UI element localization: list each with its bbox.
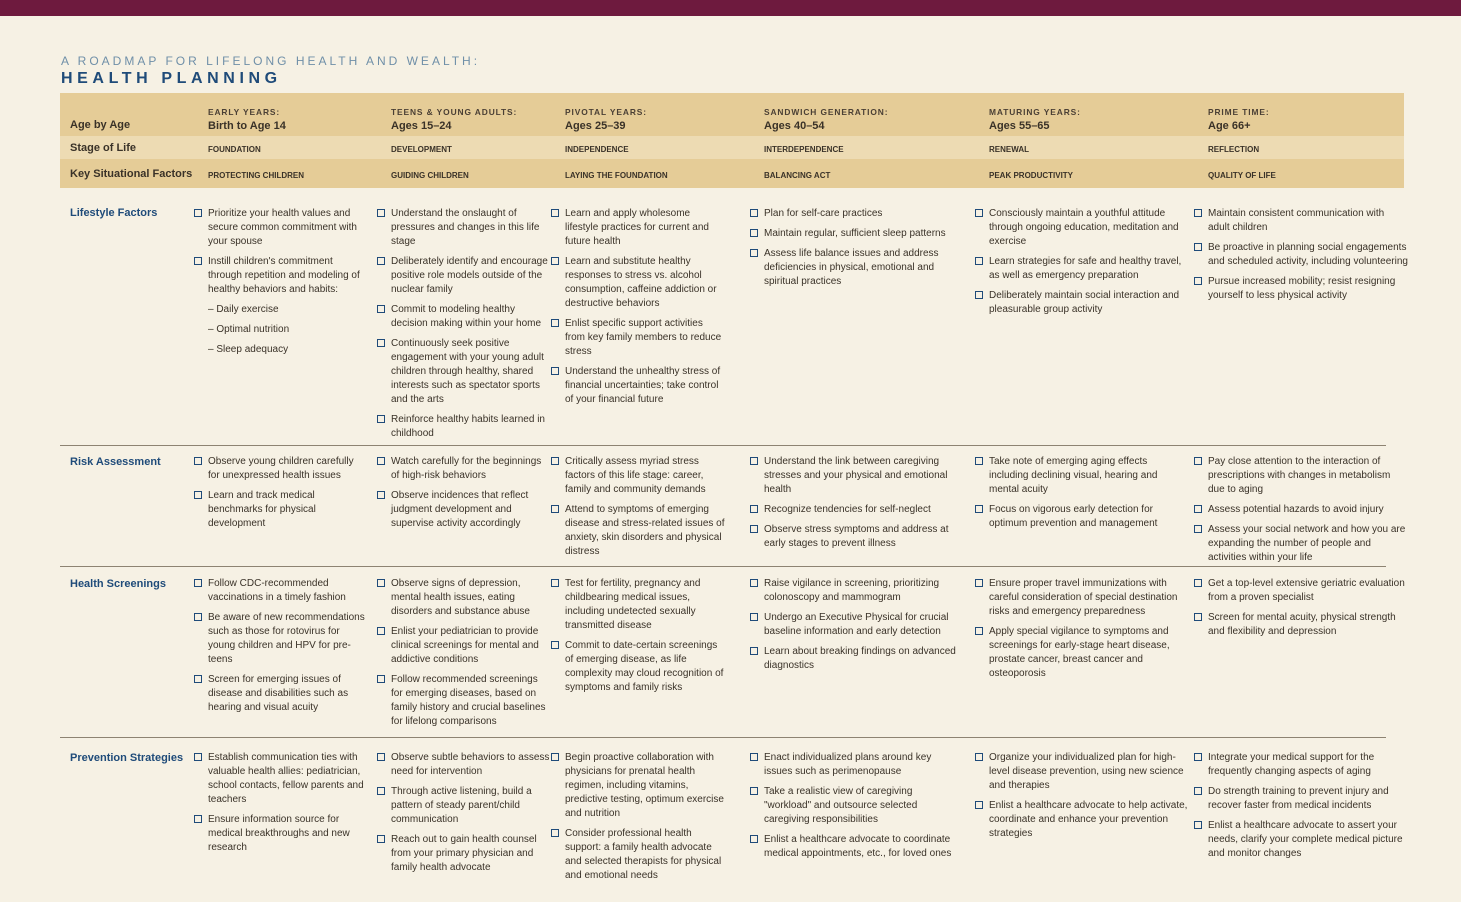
column-period-label: SANDWICH GENERATION: <box>764 107 889 117</box>
checklist-item <box>750 227 960 241</box>
table-cell <box>377 751 551 881</box>
checklist-item <box>551 317 725 359</box>
section-divider <box>60 445 1386 446</box>
table-cell <box>750 207 960 295</box>
checklist-item <box>377 255 551 297</box>
checkbox-icon <box>1194 821 1202 829</box>
checklist-item-text: Maintain regular, sufficient sleep patterns <box>764 228 946 239</box>
checklist-item-text: Enlist a healthcare advocate to help activate, coordinate and enhance your prevention strategies <box>989 800 1188 839</box>
checklist-item <box>975 751 1189 793</box>
checkbox-icon <box>750 787 758 795</box>
checklist-item-text: Commit to date-certain screenings of emerging disease, as life complexity may cloud recognition of symptoms and family risks <box>565 640 724 693</box>
header-row-factors <box>60 159 1404 188</box>
checklist-item-text: Enlist your pediatrician to provide clinical screenings for mental and addictive conditions <box>391 626 539 665</box>
checkbox-icon <box>1194 209 1202 217</box>
checkbox-icon <box>750 613 758 621</box>
row-label: Health Screenings <box>70 578 166 590</box>
checklist-item <box>377 455 551 483</box>
checklist-item-text: Learn and apply wholesome lifestyle practices for current and future health <box>565 208 709 247</box>
column-age-range: Birth to Age 14 <box>208 120 286 132</box>
checklist-item-text: Pursue increased mobility; resist resigning yourself to less physical activity <box>1208 276 1396 301</box>
checklist-item-text: Observe signs of depression, mental health issues, eating disorders and substance abuse <box>391 578 530 617</box>
checklist-item-text: Enlist a healthcare advocate to coordinate medical appointments, etc., for loved ones <box>764 834 952 859</box>
checklist-item-text: Through active listening, build a pattern of steady parent/child communication <box>391 786 532 825</box>
checklist-item <box>551 255 725 311</box>
column-period-label: EARLY YEARS: <box>208 107 281 117</box>
table-cell <box>975 751 1189 847</box>
checklist-item <box>551 207 725 249</box>
checkbox-icon <box>377 339 385 347</box>
checklist-item <box>975 207 1189 249</box>
checklist-item <box>551 639 725 695</box>
checklist-item-text: Raise vigilance in screening, prioritizing colonoscopy and mammogram <box>764 578 940 603</box>
checklist-item-text: Screen for emerging issues of disease and disabilities such as hearing and visual acuity <box>208 674 349 713</box>
checkbox-icon <box>1194 457 1202 465</box>
checkbox-icon <box>377 491 385 499</box>
table-cell <box>551 207 725 413</box>
header-row-stage <box>60 136 1404 159</box>
checklist-item <box>377 751 551 779</box>
checklist-item <box>750 207 960 221</box>
checklist-item-text: Prioritize your health values and secure common commitment with your spouse <box>208 208 357 247</box>
checklist-item <box>194 207 368 249</box>
table-cell <box>975 207 1189 323</box>
checkbox-icon <box>194 457 202 465</box>
column-situational-factor: BALANCING ACT <box>764 171 831 180</box>
checklist-item <box>194 255 368 297</box>
checklist-item <box>975 255 1189 283</box>
checklist-item-text: Assess potential hazards to avoid injury <box>1208 504 1384 515</box>
checklist-item <box>551 751 725 821</box>
checkbox-icon <box>1194 505 1202 513</box>
table-cell <box>551 455 725 565</box>
checkbox-icon <box>194 815 202 823</box>
checklist-item-text: Follow CDC-recommended vaccinations in a timely fashion <box>208 578 346 603</box>
checklist-item <box>551 455 725 497</box>
table-cell <box>750 577 960 679</box>
column-situational-factor: LAYING THE FOUNDATION <box>565 171 668 180</box>
checkbox-icon <box>377 753 385 761</box>
checkbox-icon <box>975 505 983 513</box>
checkbox-icon <box>194 491 202 499</box>
column-stage-of-life: RENEWAL <box>989 145 1029 154</box>
section-divider <box>60 566 1386 567</box>
checklist-item-text: Critically assess myriad stress factors of this life stage: career, family and community demands <box>565 456 706 495</box>
table-cell <box>377 455 551 537</box>
checklist-item <box>551 365 725 407</box>
checkbox-icon <box>551 367 559 375</box>
checklist-item-text: Integrate your medical support for the frequently changing aspects of aging <box>1208 752 1375 777</box>
checklist-item-text: Plan for self-care practices <box>764 208 883 219</box>
column-situational-factor: GUIDING CHILDREN <box>391 171 469 180</box>
checklist-item-text: Recognize tendencies for self-neglect <box>764 504 931 515</box>
checklist-item-text: Do strength training to prevent injury and recover faster from medical incidents <box>1208 786 1389 811</box>
checklist-item <box>1194 751 1408 779</box>
checkbox-icon <box>975 753 983 761</box>
column-age-range: Ages 25–39 <box>565 120 626 132</box>
checklist-item-text: Observe subtle behaviors to assess need for intervention <box>391 752 550 777</box>
checklist-item <box>750 247 960 289</box>
checklist-item <box>750 833 960 861</box>
checklist-item-text: Undergo an Executive Physical for crucial baseline information and early detection <box>764 612 949 637</box>
column-situational-factor: PROTECTING CHILDREN <box>208 171 304 180</box>
factors-row-label: Key Situational Factors <box>70 168 193 180</box>
checklist-item-text: Learn strategies for safe and healthy travel, as well as emergency preparation <box>989 256 1182 281</box>
checkbox-icon <box>750 209 758 217</box>
checklist-item <box>194 611 368 667</box>
column-age-range: Ages 55–65 <box>989 120 1050 132</box>
checkbox-icon <box>551 579 559 587</box>
checklist-item-text: Organize your individualized plan for high-level disease prevention, using new science and therapies <box>989 752 1184 791</box>
checklist-item-text: Focus on vigorous early detection for optimum prevention and management <box>989 504 1158 529</box>
checklist-item <box>377 577 551 619</box>
checkbox-icon <box>551 641 559 649</box>
checklist-item <box>551 503 725 559</box>
checklist-subitem: – Daily exercise <box>208 304 279 315</box>
checkbox-icon <box>750 457 758 465</box>
checklist-item-text: Consciously maintain a youthful attitude through ongoing education, meditation and exercise <box>989 208 1179 247</box>
checkbox-icon <box>750 229 758 237</box>
checkbox-icon <box>551 753 559 761</box>
checkbox-icon <box>1194 579 1202 587</box>
checkbox-icon <box>750 505 758 513</box>
checklist-item-text: Learn about breaking findings on advanced diagnostics <box>764 646 956 671</box>
top-accent-bar <box>0 0 1461 16</box>
checkbox-icon <box>975 801 983 809</box>
column-age-range: Age 66+ <box>1208 120 1251 132</box>
column-period-label: TEENS & YOUNG ADULTS: <box>391 107 518 117</box>
checklist-item-text: Screen for mental acuity, physical strength and flexibility and depression <box>1208 612 1396 637</box>
table-cell <box>377 207 551 447</box>
stage-row-label: Stage of Life <box>70 142 137 154</box>
checklist-item-text: Learn and substitute healthy responses to stress vs. alcohol consumption, caffeine addiction or destructive behaviors <box>565 256 717 309</box>
checklist-item-text: Understand the onslaught of pressures and changes in this life stage <box>391 208 540 247</box>
checklist-item <box>551 577 725 633</box>
checklist-item-text: Enact individualized plans around key issues such as perimenopause <box>764 752 932 777</box>
checkbox-icon <box>551 257 559 265</box>
checkbox-icon <box>975 257 983 265</box>
checkbox-icon <box>377 787 385 795</box>
table-cell <box>1194 207 1408 309</box>
checklist-item-text: Instill children's commitment through repetition and modeling of healthy behaviors and habits: <box>208 256 360 295</box>
checklist-item <box>750 751 960 779</box>
column-situational-factor: QUALITY OF LIFE <box>1208 171 1276 180</box>
checklist-item <box>377 413 551 441</box>
checklist-item <box>1194 577 1408 605</box>
checklist-item-text: Enlist a healthcare advocate to assert your needs, clarify your complete medical picture and monitor changes <box>1208 820 1403 859</box>
checklist-item-text: Learn and track medical benchmarks for physical development <box>208 490 316 529</box>
checkbox-icon <box>377 415 385 423</box>
checkbox-icon <box>551 829 559 837</box>
checklist-item-text: Ensure proper travel immunizations with careful consideration of special destination risks and emergency preparedness <box>989 578 1178 617</box>
checklist-item-text: Observe incidences that reflect judgment development and supervise activity accordingly <box>391 490 529 529</box>
checkbox-icon <box>975 627 983 635</box>
checkbox-icon <box>194 257 202 265</box>
checklist-item <box>750 523 960 551</box>
table-cell <box>975 577 1189 687</box>
checkbox-icon <box>377 209 385 217</box>
header-row-age <box>60 93 1404 136</box>
checklist-item <box>750 503 960 517</box>
checklist-item <box>750 577 960 605</box>
checkbox-icon <box>1194 243 1202 251</box>
checkbox-icon <box>750 647 758 655</box>
table-cell <box>1194 577 1408 645</box>
checklist-subitem: – Optimal nutrition <box>208 324 290 335</box>
checkbox-icon <box>377 579 385 587</box>
checklist-item-text: Follow recommended screenings for emerging diseases, based on family history and crucial baselines for lifelong comparisons <box>391 674 546 727</box>
checkbox-icon <box>750 249 758 257</box>
checklist-item <box>377 673 551 729</box>
checklist-item <box>377 833 551 875</box>
checklist-item-text: Understand the link between caregiving stresses and your physical and emotional health <box>764 456 948 495</box>
column-stage-of-life: REFLECTION <box>1208 145 1260 154</box>
checklist-item <box>1194 455 1408 497</box>
table-cell <box>194 751 368 861</box>
checklist-item-text: Understand the unhealthy stress of financial uncertainties; take control of your financial future <box>565 366 721 405</box>
checklist-item <box>1194 785 1408 813</box>
checklist-item <box>750 785 960 827</box>
checklist-item <box>194 813 368 855</box>
age-row-label: Age by Age <box>70 119 131 131</box>
checklist-item <box>975 625 1189 681</box>
checkbox-icon <box>377 257 385 265</box>
checklist-item <box>1194 241 1408 269</box>
checkbox-icon <box>377 627 385 635</box>
checklist-item-text: Be aware of new recommendations such as those for rotovirus for young children and HPV for pre-teens <box>208 612 365 665</box>
checklist-item-text: Reach out to gain health counsel from your primary physician and family health advocate <box>391 834 537 873</box>
checklist-item-text: Deliberately identify and encourage positive role models outside of the nuclear family <box>391 256 548 295</box>
checkbox-icon <box>377 305 385 313</box>
table-cell <box>194 455 368 537</box>
checkbox-icon <box>750 525 758 533</box>
checklist-item-text: Assess your social network and how you are expanding the number of people and activities within your life <box>1208 524 1406 563</box>
checklist-item-text: Begin proactive collaboration with physicians for prenatal health regimen, including vitamins, predictive testing, optimum exercise and nutrition <box>565 752 724 819</box>
checklist-item <box>551 827 725 883</box>
table-cell <box>194 207 368 363</box>
checkbox-icon <box>551 319 559 327</box>
row-label: Lifestyle Factors <box>70 207 158 219</box>
column-situational-factor: PEAK PRODUCTIVITY <box>989 171 1074 180</box>
checkbox-icon <box>975 457 983 465</box>
checkbox-icon <box>1194 787 1202 795</box>
checklist-item-text: Reinforce healthy habits learned in childhood <box>391 414 545 439</box>
table-cell <box>1194 455 1408 571</box>
column-period-label: PRIME TIME: <box>1208 107 1270 117</box>
checklist-item-text: Get a top-level extensive geriatric evaluation from a proven specialist <box>1208 578 1405 603</box>
checkbox-icon <box>1194 753 1202 761</box>
checkbox-icon <box>750 835 758 843</box>
column-period-label: MATURING YEARS: <box>989 107 1081 117</box>
checkbox-icon <box>1194 277 1202 285</box>
kicker-heading: A ROADMAP FOR LIFELONG HEALTH AND WEALTH: <box>61 54 481 68</box>
checklist-item <box>194 489 368 531</box>
checklist-item <box>1194 611 1408 639</box>
checklist-item <box>194 577 368 605</box>
checkbox-icon <box>1194 613 1202 621</box>
checkbox-icon <box>194 613 202 621</box>
checklist-item-text: Observe stress symptoms and address at early stages to prevent illness <box>764 524 949 549</box>
checklist-item <box>750 611 960 639</box>
checkbox-icon <box>377 835 385 843</box>
checklist-item <box>194 751 368 807</box>
checklist-item <box>1194 819 1408 861</box>
table-cell <box>194 577 368 721</box>
table-cell <box>1194 751 1408 867</box>
checkbox-icon <box>551 457 559 465</box>
checklist-item <box>1194 503 1408 517</box>
checklist-item <box>975 799 1189 841</box>
table-cell <box>377 577 551 735</box>
checkbox-icon <box>194 753 202 761</box>
checklist-item-text: Take note of emerging aging effects including declining visual, hearing and mental acuity <box>989 456 1158 495</box>
checkbox-icon <box>750 753 758 761</box>
checklist-item-text: Take a realistic view of caregiving "workload" and outsource selected caregiving responsibilities <box>764 786 918 825</box>
table-cell <box>975 455 1189 537</box>
checkbox-icon <box>194 675 202 683</box>
checklist-item <box>377 625 551 667</box>
table-cell <box>750 455 960 557</box>
checklist-item <box>1194 523 1408 565</box>
checklist-item <box>1194 207 1408 235</box>
checklist-item-text: Assess life balance issues and address deficiencies in physical, emotional and spiritual practices <box>764 248 939 287</box>
checklist-item <box>750 455 960 497</box>
checklist-item <box>377 785 551 827</box>
checklist-item <box>194 673 368 715</box>
column-period-label: PIVOTAL YEARS: <box>565 107 647 117</box>
checklist-item-text: Establish communication ties with valuable health allies: pediatrician, school contacts, fellow parents and teachers <box>208 752 364 805</box>
checkbox-icon <box>551 505 559 513</box>
checklist-item-text: Test for fertility, pregnancy and childbearing medical issues, including undetected sexually transmitted disease <box>565 578 701 631</box>
checklist-item-text: Pay close attention to the interaction of prescriptions with changes in metabolism due to aging <box>1208 456 1391 495</box>
checkbox-icon <box>975 209 983 217</box>
checklist-item <box>750 645 960 673</box>
checklist-item <box>377 337 551 407</box>
checklist-item-text: Observe young children carefully for unexpressed health issues <box>208 456 354 481</box>
checklist-item <box>975 577 1189 619</box>
checklist-item-text: Commit to modeling healthy decision making within your home <box>391 304 542 329</box>
checklist-item-text: Consider professional health support: a family health advocate and selected therapists for physical and emotional needs <box>565 828 722 881</box>
checklist-item <box>975 455 1189 497</box>
checklist-item-text: Maintain consistent communication with adult children <box>1208 208 1385 233</box>
checkbox-icon <box>194 579 202 587</box>
checkbox-icon <box>377 457 385 465</box>
column-stage-of-life: INDEPENDENCE <box>565 145 629 154</box>
checklist-item-text: Ensure information source for medical breakthroughs and new research <box>208 814 350 853</box>
checklist-item <box>377 207 551 249</box>
checklist-item-text: Apply special vigilance to symptoms and screenings for early-stage heart disease, prostate cancer, breast cancer and osteoporosis <box>989 626 1170 679</box>
checkbox-icon <box>377 675 385 683</box>
checklist-item-text: Enlist specific support activities from key family members to reduce stress <box>565 318 722 357</box>
column-stage-of-life: INTERDEPENDENCE <box>764 145 844 154</box>
table-header <box>60 93 1404 188</box>
table-cell <box>551 751 725 889</box>
row-label: Prevention Strategies <box>70 752 184 764</box>
section-divider <box>60 737 1386 738</box>
checklist-item <box>377 303 551 331</box>
checklist-item-text: Deliberately maintain social interaction and pleasurable group activity <box>989 290 1180 315</box>
column-stage-of-life: DEVELOPMENT <box>391 145 452 154</box>
checklist-item-text: Continuously seek positive engagement with your young adult children through healthy, shared interests such as spectator sports and the arts <box>391 338 544 405</box>
table-cell <box>750 751 960 867</box>
table-cell <box>551 577 725 701</box>
row-label: Risk Assessment <box>70 456 161 468</box>
checklist-subitem: – Sleep adequacy <box>208 344 289 355</box>
column-stage-of-life: FOUNDATION <box>208 145 261 154</box>
checkbox-icon <box>750 579 758 587</box>
checklist-item <box>1194 275 1408 303</box>
checkbox-icon <box>975 291 983 299</box>
checklist-item <box>975 289 1189 317</box>
page-title: HEALTH PLANNING <box>61 70 282 87</box>
checklist-item-text: Watch carefully for the beginnings of high-risk behaviors <box>391 456 542 481</box>
checklist-item <box>194 455 368 483</box>
checklist-item-text: Attend to symptoms of emerging disease and stress-related issues of anxiety, skin disorders and physical distress <box>565 504 725 557</box>
column-age-range: Ages 40–54 <box>764 120 825 132</box>
checklist-item <box>377 489 551 531</box>
checkbox-icon <box>975 579 983 587</box>
column-age-range: Ages 15–24 <box>391 120 452 132</box>
checklist-item-text: Be proactive in planning social engagements and scheduled activity, including volunteering <box>1208 242 1408 267</box>
checkbox-icon <box>194 209 202 217</box>
checkbox-icon <box>551 209 559 217</box>
checkbox-icon <box>1194 525 1202 533</box>
checklist-item <box>975 503 1189 531</box>
